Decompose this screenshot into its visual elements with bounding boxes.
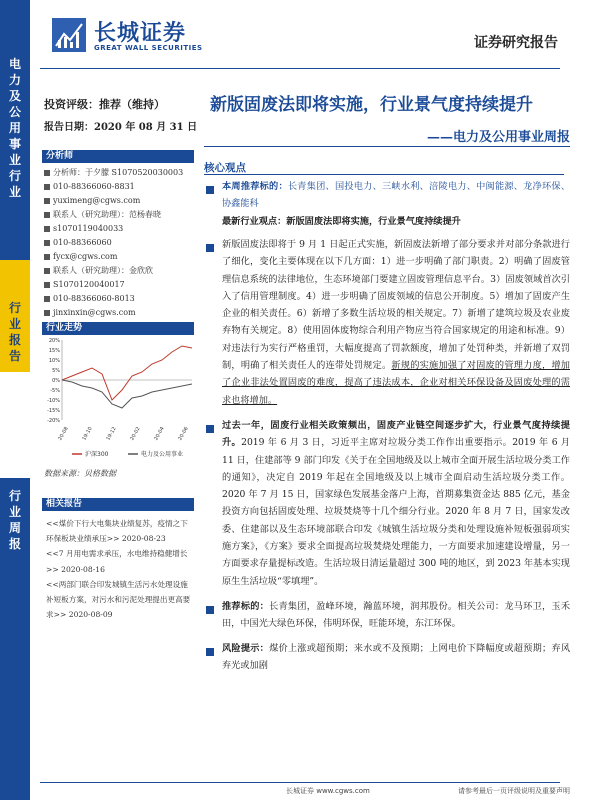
logo-chinese: 长城证券 [94,21,187,46]
page-title: 新版固废法即将实施，行业景气度持续提升 [210,95,533,115]
series-line-0 [62,346,192,400]
x-tick-label: 20-06 [177,426,190,442]
analyst-text: jinxinxin@cgws.com [53,308,136,317]
contact-icon [44,184,50,190]
contact-icon [44,212,50,218]
investment-rating: 投资评级：推荐（维持） [44,98,165,111]
x-tick-label: 19-12 [105,426,118,442]
analyst-text: fycx@cgws.com [53,252,118,261]
x-tick-label: 20-08 [57,426,70,442]
y-tick-label: 20% [48,338,60,344]
analyst-line [44,250,194,264]
header-divider [40,68,560,69]
y-tick-label: 15% [48,348,60,354]
contact-icon [44,296,50,302]
analyst-text: 010-88366060-8831 [53,182,135,191]
analyst-line [44,180,194,194]
contact-icon [44,170,50,176]
analyst-text: 010-88366060 [53,238,112,247]
contact-icon [44,198,50,204]
analyst-text: S1070120040017 [53,280,125,289]
y-tick-label: -5% [50,388,60,394]
rec-label: 本周推荐标的： [222,181,288,192]
summary-head: 核心观点 [204,160,564,175]
analyst-text: 010-88366060-8013 [53,294,135,303]
p2-text: 2019 年 6 月 3 日，习近平主席对垃圾分类工作作出重要指示。2019 年 6 月 11 日，住建部等 9 部门印发《关于在全国地级及以上城市全面开展生活垃圾分类工作的通知》，决定自 2019 年起在全国地级及以上城市全面启动生活垃圾分类工作。2020 年 7 月 15 日，国家绿色发展基金落户上海，首期募集资金达 885 亿元，基金投资方向包括固废处理、垃圾焚烧等十几个细分行业。2020 年 8 月 7 日，国家发改委、住建部以及生态环境部联合印发《城镇生活垃圾分类和处理设施补短板强弱项实施方案》，《方案》要求全面提高垃圾焚烧处理能力，一方面要求加速建设增量，另一方面要求存量提标改造。生活垃圾日清运量超过 300 吨的地区，到 2023 年基本实现原生生活垃圾“零填埋”。 [222,437,571,587]
sidebar-industry [0,0,30,260]
sidebar-char: 公 [8,105,21,119]
analyst-line [44,264,194,278]
x-tick-label: 20-04 [153,426,166,442]
x-tick-label: 20-02 [129,426,142,442]
analyst-text: 分析师：于夕朦 S1070520030003 [53,168,184,177]
logo-mark-icon [52,18,86,52]
page-subtitle: ——电力及公用事业周报 [426,130,570,145]
industry-trend-chart [42,334,196,464]
analyst-line [44,222,194,236]
sidebar-char: 报 [8,333,21,347]
footer-url: 长城证券 www.cgws.com [286,787,370,795]
y-tick-label: 5% [52,368,60,374]
sidebar-char: 事 [8,137,21,151]
sidebar-char: 用 [8,121,21,135]
x-tick-label: 19-10 [81,426,94,442]
latest-view: 最新行业观点：新版固废法即将实施，行业景气度持续提升 [222,216,461,227]
y-tick-label: 0% [52,378,60,384]
analyst-text: s1070119040033 [53,224,124,233]
sidebar-char: 力 [8,73,21,87]
sidebar-char: 行 [8,489,21,503]
analyst-line [44,292,194,306]
related-section-head: 相关报告 [42,498,194,511]
p1-text: 新版固废法即将于 9 月 1 日起正式实施，新固废法新增了部分要求并对部分条款进行了细化，变化主要体现在以下几方面：1）进一步明确了部门职责。2）明确了固废管理信息系统的法律地位，生态环境部门要建立固废管理信息平台。3）固废领域首次引入了信用管理制度。4）进一步明确了固废领域的信息公开制度。5）增加了固废产生企业的相关责任。6）新增了多数生活垃圾的相关规定。7）新增了建筑垃圾及农业废弃物有关规定。8）使用固体废物综合利用产物应当符合国家规定的用途和标准。9）对违法行为实行严格重罚，大幅度提高了罚款额度，增加了处罚种类，并新增了双罚制，明确了相关责任人的连带处罚规定。 [222,239,570,372]
sidebar-char: 行 [8,301,21,315]
sidebar-char: 业 [8,505,21,519]
p1-underlined: 新规的实施加强了对固废的管理力度，增加了企业非法处置固废的难度，提高了违法成本，企业对相关环保设备及固废处理的需求也将增加。 [222,360,570,406]
p4-label: 风险提示： [222,643,270,654]
analyst-line [44,208,194,222]
y-tick-label: -15% [47,408,60,414]
sidebar-char: 业 [8,153,21,167]
footer-note: 请参考最后一页评级说明及重要声明 [458,787,570,795]
report-date: 报告日期：2020 年 08 月 31 日 [44,122,198,133]
analyst-section-head: 分析师 [42,150,194,163]
paragraph-law [204,236,570,409]
contact-icon [44,226,50,232]
footer-divider [40,782,560,783]
chart-source: 数据来源：贝格数据 [44,469,116,478]
sidebar-char: 行 [8,169,21,183]
analyst-line [44,166,194,180]
p4-text: 煤价上涨或超预期；来水或不及预期；上网电价下降幅度或超预期；弃风弃光或加剧 [222,643,571,672]
contact-icon [44,310,50,316]
legend-label: 电力及公用事业 [141,451,184,458]
analyst-text: 联系人（研究助理）：金欣欣 [53,266,153,275]
related-reports [46,516,194,622]
paragraph-picks [204,598,570,633]
analyst-text: 联系人（研究助理）：范杨春晓 [53,210,161,219]
related-report-link[interactable]: <<7 月用电需求承压，水电维持稳健增长>> 2020-08-16 [46,549,188,574]
analyst-text: yuximeng@cgws.com [53,196,141,205]
recommendation-paragraph [204,178,570,213]
sidebar-char: 业 [8,185,21,199]
sidebar-char: 周 [8,521,21,535]
related-report-link[interactable]: <<煤价下行大电集块业绩复苏，疫情之下环保板块业绩承压>> 2020-08-23 [46,519,188,544]
legend-label: 沪深300 [85,451,109,458]
sidebar-weekly [0,478,30,800]
analyst-line [44,306,194,320]
analyst-line [44,194,194,208]
chart-section-head: 行业走势 [42,322,194,335]
sidebar-char: 及 [8,89,21,103]
rec-text: 长青集团、国投电力、三峡水利、涪陵电力、中闽能源、龙净环保、协鑫能科 [222,181,571,210]
series-line-1 [62,380,192,408]
p3-label: 推荐标的： [222,601,270,612]
report-type: 证券研究报告 [474,35,558,51]
sidebar-char: 告 [8,349,21,363]
contact-icon [44,282,50,288]
analyst-list [44,166,194,320]
chart-svg [42,334,196,464]
analyst-line [44,236,194,250]
p3-text: 长青集团，盈峰环境，瀚蓝环境，润邦股份。相关公司：龙马环卫，玉禾田，中国光大绿色环保，伟明环保，旺能环境，东江环保。 [222,601,571,630]
sidebar-char: 报 [8,537,21,551]
y-tick-label: -10% [47,398,60,404]
paragraph-risk [204,640,570,675]
contact-icon [44,254,50,260]
contact-icon [44,240,50,246]
p2-lead: 过去一年，固废行业相关政策频出，固废产业链空间逐步扩大，行业景气度持续提升。 [222,420,570,449]
y-tick-label: 10% [48,358,60,364]
paragraph-policy [204,417,570,590]
sidebar-char: 电 [8,57,21,71]
logo-english: GREAT WALL SECURITIES [94,44,203,52]
contact-icon [44,268,50,274]
sidebar-char: 业 [8,317,21,331]
related-report-link[interactable]: <<两部门联合印发城镇生活污水处理设施补短板方案，对污水和污泥处理提出更高要求>> 2020-08-09 [46,579,191,620]
title-divider [204,146,570,147]
analyst-line [44,278,194,292]
y-tick-label: -20% [47,418,60,424]
sidebar-report-type [0,260,30,372]
logo [52,12,232,62]
